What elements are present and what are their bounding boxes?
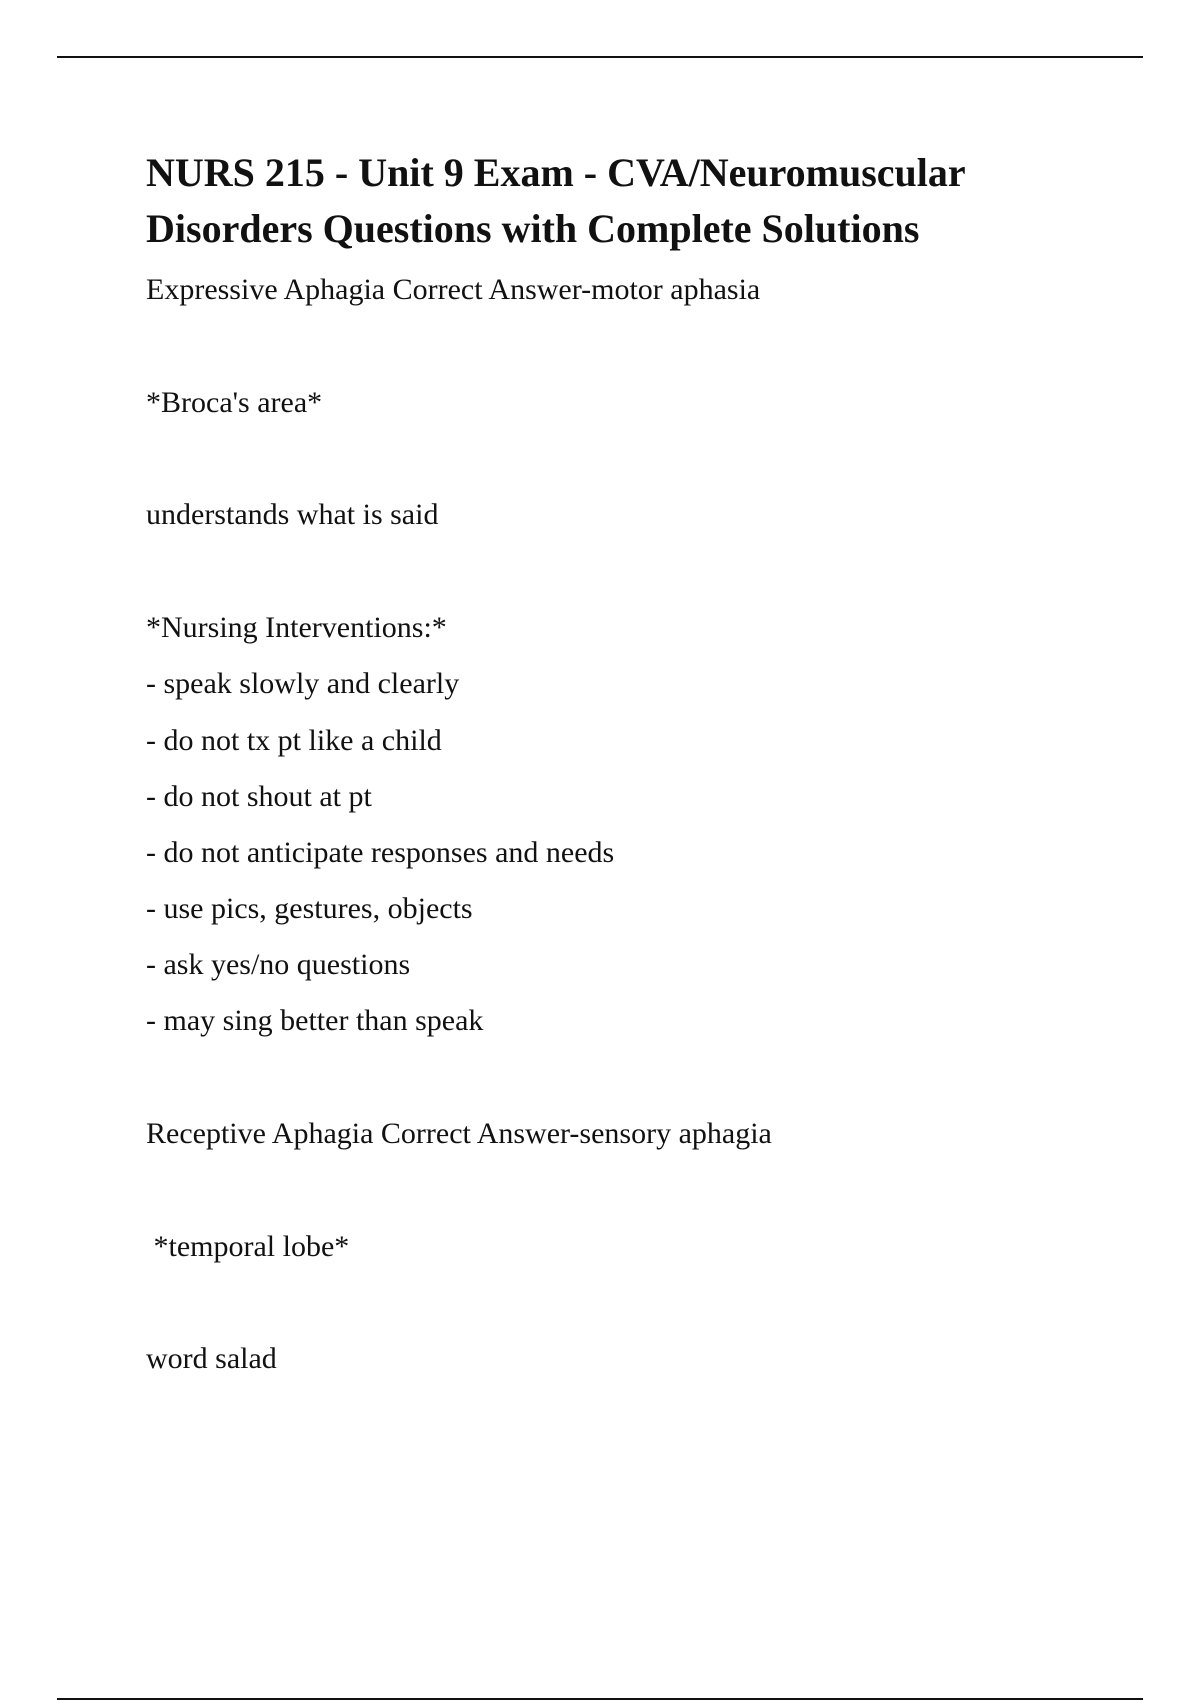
list-item: - do not anticipate responses and needs: [146, 836, 615, 869]
text-brocas-area: *Broca's area*: [146, 386, 323, 419]
heading-nursing-interventions: *Nursing Interventions:*: [146, 611, 447, 644]
text-understands: understands what is said: [146, 498, 439, 531]
text-word-salad: word salad: [146, 1342, 277, 1375]
list-item: - do not tx pt like a child: [146, 724, 442, 757]
list-item: - may sing better than speak: [146, 1004, 484, 1037]
answer-expressive-aphagia: Expressive Aphagia Correct Answer-motor aphasia: [146, 273, 761, 306]
list-item: - do not shout at pt: [146, 780, 372, 813]
document-title: NURS 215 - Unit 9 Exam - CVA/Neuromuscular Disorders Questions with Complete Solutions: [146, 150, 965, 251]
text-temporal-lobe: *temporal lobe*: [146, 1230, 350, 1263]
top-rule: [57, 56, 1143, 58]
answer-receptive-aphagia: Receptive Aphagia Correct Answer-sensory aphagia: [146, 1117, 772, 1150]
list-item: - speak slowly and clearly: [146, 667, 460, 700]
list-item: - ask yes/no questions: [146, 948, 411, 981]
list-item: - use pics, gestures, objects: [146, 892, 473, 925]
